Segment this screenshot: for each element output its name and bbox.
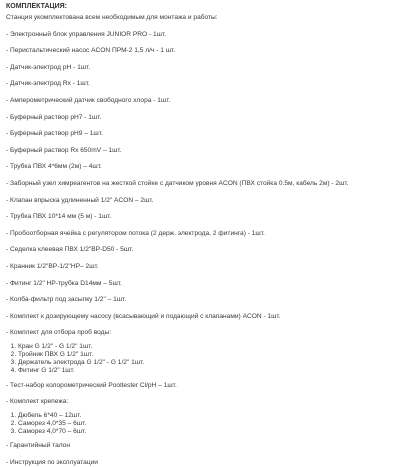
list-item: 3. Саморез 4,0*70 – 6шт. <box>18 428 394 436</box>
item-manual: - Инструкция по эксплуатации <box>6 459 98 467</box>
item-tap: - Кранник 1/2"ВР-1/2"НР– 2шт. <box>6 262 99 270</box>
item-warranty: - Гарантийный талон <box>6 442 70 450</box>
item-suction-unit: - Заборный узел химреагентов на жесткой стойке с датчиком уровня ACON (ПВХ стойка 0.5м, кабель 2м) - 2шт. <box>6 179 349 187</box>
item-control-unit: - Электронный блок управления JUNIOR PRO - 1шт. <box>6 30 167 38</box>
item-tester: - Тест-набор колорометрический Pooltester Cl/pH – 1шт. <box>6 381 177 389</box>
item-saddle: - Седелка клеевая ПВХ 1/2"ВР-D50 - 5шт. <box>6 246 134 254</box>
fasteners-list <box>6 412 394 437</box>
list-item: 2. Саморез 4,0*35 – 6шт. <box>18 420 394 428</box>
item-injection-valve: - Клапан впрыска удлиненный 1/2" ACON – 2шт. <box>6 196 154 204</box>
item-sampling-kit-title: - Комплект для отбора проб воды: <box>6 329 112 337</box>
list-item: 1. Кран G 1/2" - G 1/2" 1шт. <box>18 343 394 351</box>
sampling-kit-list <box>6 343 394 376</box>
item-peristaltic-pump: - Перистальтический насос ACON ПРМ-2 1,5 л/ч - 1 шт. <box>6 47 176 55</box>
list-item: 3. Держатель электрода G 1/2" - G 1/2" 1шт. <box>18 359 394 367</box>
intro-text: Станция укомплектована всем необходимым для монтажа и работы: <box>6 14 218 21</box>
item-buffer-rx: - Буферный раствор Rx 650mV – 1шт. <box>6 146 122 154</box>
item-pump-kit: - Комплект к дозирующему насосу (всасывающий и подающий с клапанами) ACON - 1шт. <box>6 312 281 320</box>
item-sampling-cell: - Пробоотборная ячейка с регулятором потока (2 держ. электрода, 2 фитинга) - 1шт. <box>6 229 265 237</box>
item-filter-flask: - Колба-фильтр под засыпку 1/2" – 1шт. <box>6 296 127 304</box>
item-pvc-tube-10x14: - Трубка ПВХ 10*14 мм (5 м) - 1шт. <box>6 213 112 221</box>
item-ph-electrode: - Датчик-электрод pH - 1шт. <box>6 63 91 71</box>
list-item: 2. Тройник ПВХ G 1/2" 1шт. <box>18 351 394 359</box>
item-rx-electrode: - Датчик-электрод Rx - 1шт. <box>6 80 90 88</box>
item-pvc-tube-4x6: - Трубка ПВХ 4*6мм (2м) – 4шт. <box>6 163 102 171</box>
list-item: 1. Дюбель 6*40 – 12шт. <box>18 412 394 420</box>
section-title: КОМПЛЕКТАЦИЯ: <box>6 3 68 10</box>
item-fitting: - Фитинг 1/2" НР-трубка D14мм – 5шт. <box>6 279 122 287</box>
list-item: 4. Фитинг G 1/2" 1шт. <box>18 367 394 375</box>
item-buffer-ph7: - Буферный раствор pH7 - 1шт. <box>6 113 102 121</box>
item-fasteners-title: - Комплект крепежа: <box>6 398 69 406</box>
item-chlorine-sensor: - Амперометрический датчик свободного хлора - 1шт. <box>6 96 171 104</box>
item-buffer-ph9: - Буферный раствор pH9 – 1шт. <box>6 130 103 138</box>
